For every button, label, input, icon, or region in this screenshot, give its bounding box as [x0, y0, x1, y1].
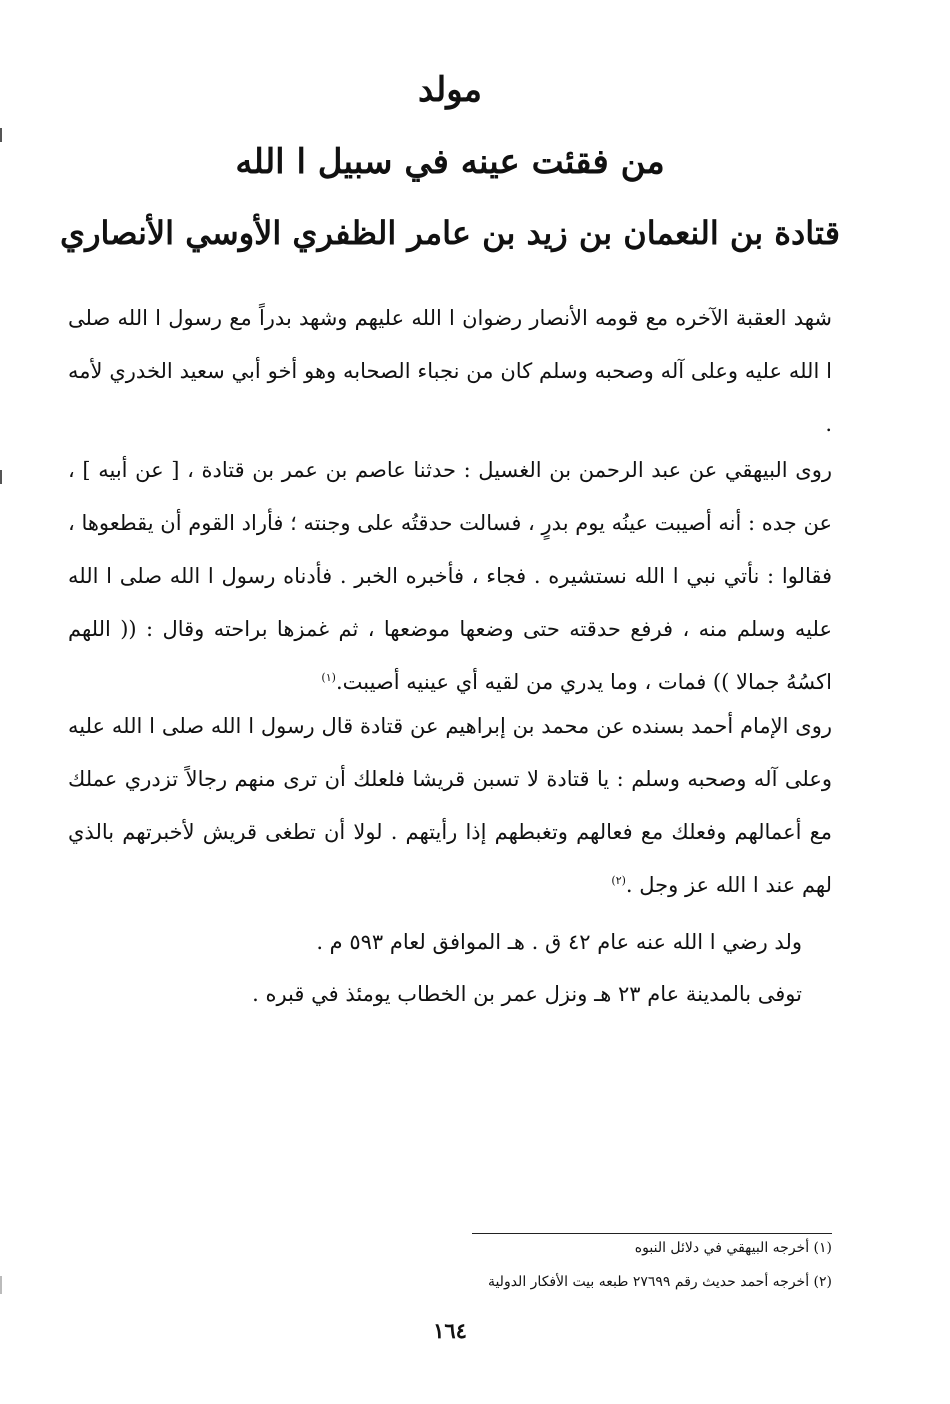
footnote-reference: (١): [321, 671, 336, 684]
paragraph-birth: ولد رضي ا الله عنه عام ٤٢ ق . هـ الموافق لعام ٥٩٣ م .: [316, 930, 802, 954]
scan-edge-mark: [0, 1276, 2, 1294]
page-number: ١٦٤: [433, 1318, 467, 1343]
paragraph-biography: [68, 292, 832, 451]
paragraph-text: روى الإمام أحمد بسنده عن محمد بن إبراهيم عن قتادة قال رسول ا الله صلى ا الله عليه وعلى آله وصحبه وسلم : يا قتادة لا تسبن قريشا فلعلك أن ترى منهم رجالاً تزدري عملك مع أعمالهم وفعلك مع فعالهم وتغبطهم إذا رأيتهم . لولا أن تطغى قريش لأخبرتهم بالذي لهم عند ا الله عز وجل .: [68, 714, 832, 897]
paragraph-ahmad-narration: [68, 700, 832, 912]
page-subtitle: من فقئت عينه في سبيل ا الله: [235, 142, 665, 182]
paragraph-text: روى البيهقي عن عبد الرحمن بن الغسيل : حدثنا عاصم بن عمر بن قتادة ، [ عن أبيه ] ، عن جده : أنه أصيبت عينُه يوم بدرٍ ، فسالت حدقتُه على وجنته ؛ فأراد القوم أن يقطعوها ، فقالوا : نأتي نبي ا الله نستشيره . فجاء ، فأخبره الخبر . فأدناه رسول ا الله صلى ا الله عليه وسلم منه ، فرفع حدقته حتى وضعها موضعها ، ثم غمزها براحته وقال : (( اللهم اكسُهُ جمالا )) فمات ، وما يدري من لقيه أي عينيه أصيبت.: [68, 458, 832, 694]
footnote-reference: (٢): [611, 874, 626, 887]
footnote-2: (٢) أخرجه أحمد حديث رقم ٢٧٦٩٩ طبعه بيت الأفكار الدولية: [487, 1274, 832, 1290]
footnote-divider: [472, 1233, 832, 1234]
book-page: [60, 0, 840, 1404]
scan-edge-mark: [0, 128, 2, 142]
scan-edge-mark: [0, 470, 2, 484]
footnote-1: (١) أخرجه البيهقي في دلائل النبوه: [634, 1240, 832, 1256]
page-title: مولد: [418, 70, 482, 110]
paragraph-text: شهد العقبة الآخره مع قومه الأنصار رضوان ا الله عليهم وشهد بدراً مع رسول ا الله صلى ا الله عليه وعلى آله وصحبه وسلم كان من نجباء الصحابه وهو أخو أبي سعيد الخدري لأمه .: [68, 306, 832, 436]
paragraph-bayhaqi-narration: [68, 444, 832, 709]
paragraph-death: توفى بالمدينة عام ٢٣ هـ ونزل عمر بن الخطاب يومئذ في قبره .: [252, 982, 802, 1006]
person-name-heading: قتادة بن النعمان بن زيد بن عامر الظفري الأوسي الأنصاري: [60, 214, 840, 252]
